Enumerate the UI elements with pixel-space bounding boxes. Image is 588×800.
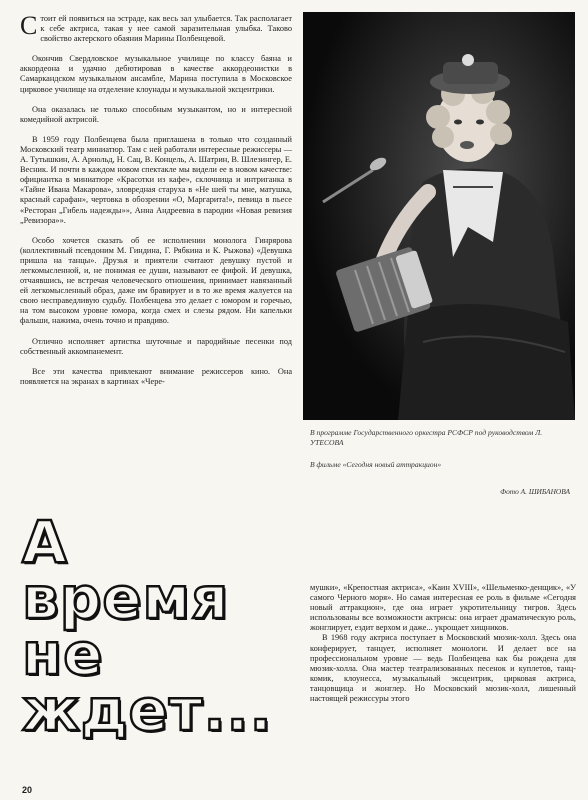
title-line-2: время xyxy=(22,564,230,632)
performer-photo xyxy=(303,12,575,420)
article-paragraph: Она оказалась не только способным музыкантом, но и интересной комедийной актрисой. xyxy=(20,104,292,124)
title-line-4: ждет... xyxy=(22,676,273,744)
article-paragraph: Стоит ей появиться на эстраде, как весь зал улыбается. Так располагает к себе актриса, такая у нее самой заразительная улыбка. Таково свойство актерского обаяния Марины Полбенцевой. xyxy=(20,11,292,44)
article-column-bottom xyxy=(310,583,576,704)
photo-caption-film: В фильме «Сегодня новый аттракцион» xyxy=(310,460,442,469)
title-line-1: А xyxy=(22,508,68,576)
page-number: 20 xyxy=(22,785,33,795)
article-paragraph: Отлично исполняет артистка шуточные и пародийные песенки под собственный аккомпанемент. xyxy=(20,336,292,356)
article-column-top xyxy=(20,11,292,387)
title-line-3: не xyxy=(22,620,104,688)
article-paragraph: В 1959 году Полбенцева была приглашена в только что созданный Московский театр миниатюр. Там с ней работали интересные режиссеры — А. Тутышкин, А. Арнольд, Н. Сац, В. Концель, А. Шатрин, В. Шлезингер, Е. Весник. И почти в каждом новом спектакле мы видели ее в новом качестве: официантка в миниатюре «Красотки из кафе», склочница и интриганка в «Тайне Ивана Макарова», зловредная старуха в «Не шей ты мне, матушка, красный сарафан», чертовка в обозрении «О, Маргарита!», певица в пьесе «Ресторан „Гибель надежды»», Анна Андреевна в пародии «Новая ревизия „Ревизора»». xyxy=(20,134,292,225)
photo-credit: Фото А. ШИБАНОВА xyxy=(500,487,570,496)
article-paragraph: В 1968 году актриса поступает в Московский мюзик-холл. Здесь она конферирует, танцует, исполняет монологи. И делает все на профессиональном уровне — ведь Полбенцева как бы рождена для мюзик-холла. Она мастер театрализованных песенок и куплетов, танц-комик, клоунесса, музыкальный эксцентрик, цирковая актриса, танцовщица и жонглер. Но Московский мюзик-холл, лишенный настоящей режиссуры этого xyxy=(310,633,576,704)
drop-cap: С xyxy=(20,11,38,40)
article-paragraph: Особо хочется сказать об ее исполнении монолога Гинрярова (коллективный псевдоним М. Гиндина, Г. Рябкина и К. Рыжова) «Девушка пришла на танцы». Друзья и приятели считают девушку пустой и легкомысленной, и, не понимая ее души, называют ее фифой. И девушка, отчаявшись, не встречая человеческого отношения, принимает навязанный ей легкомысленный образ, даже им бравирует и в то же время жалуется на свою несправедливую судьбу. Полбенцева это делает с юмором и горечью, на том высоком уровне юмора, когда смех и слезы рядом. Ни капельки фальши, нажима, очень точно и правдиво. xyxy=(20,235,292,326)
performer-photo-illustration xyxy=(303,12,575,420)
photo-caption: В программе Государственного оркестра РСФСР под руководством Л. УТЕСОВА xyxy=(310,428,543,447)
article-paragraph: мушки», «Крепостная актриса», «Каин XVIII», «Шельменко-денщик», «У самого Черного моря». Но самая интересная ее роль в фильме «Сегодня новый аттракцион», где она играет укротительницу тигров. Здесь использованы все возможности актрисы: она играет драматическую роль, жонглирует, ездит верхом и даже... укрощает хищников. xyxy=(310,583,576,633)
article-paragraph: Окончив Свердловское музыкальное училище по классу баяна и аккордеона и удачно дебютировав в качестве аккордеонистки в Самаркандском музыкальном ансамбле, Марина поступила в Московское цирковое училище на отделение клоунады и музыкальной эксцентрики. xyxy=(20,54,292,94)
article-title xyxy=(22,508,312,784)
article-paragraph: Все эти качества привлекают внимание режиссеров кино. Она появляется на экранах в картинах «Чере- xyxy=(20,366,292,386)
